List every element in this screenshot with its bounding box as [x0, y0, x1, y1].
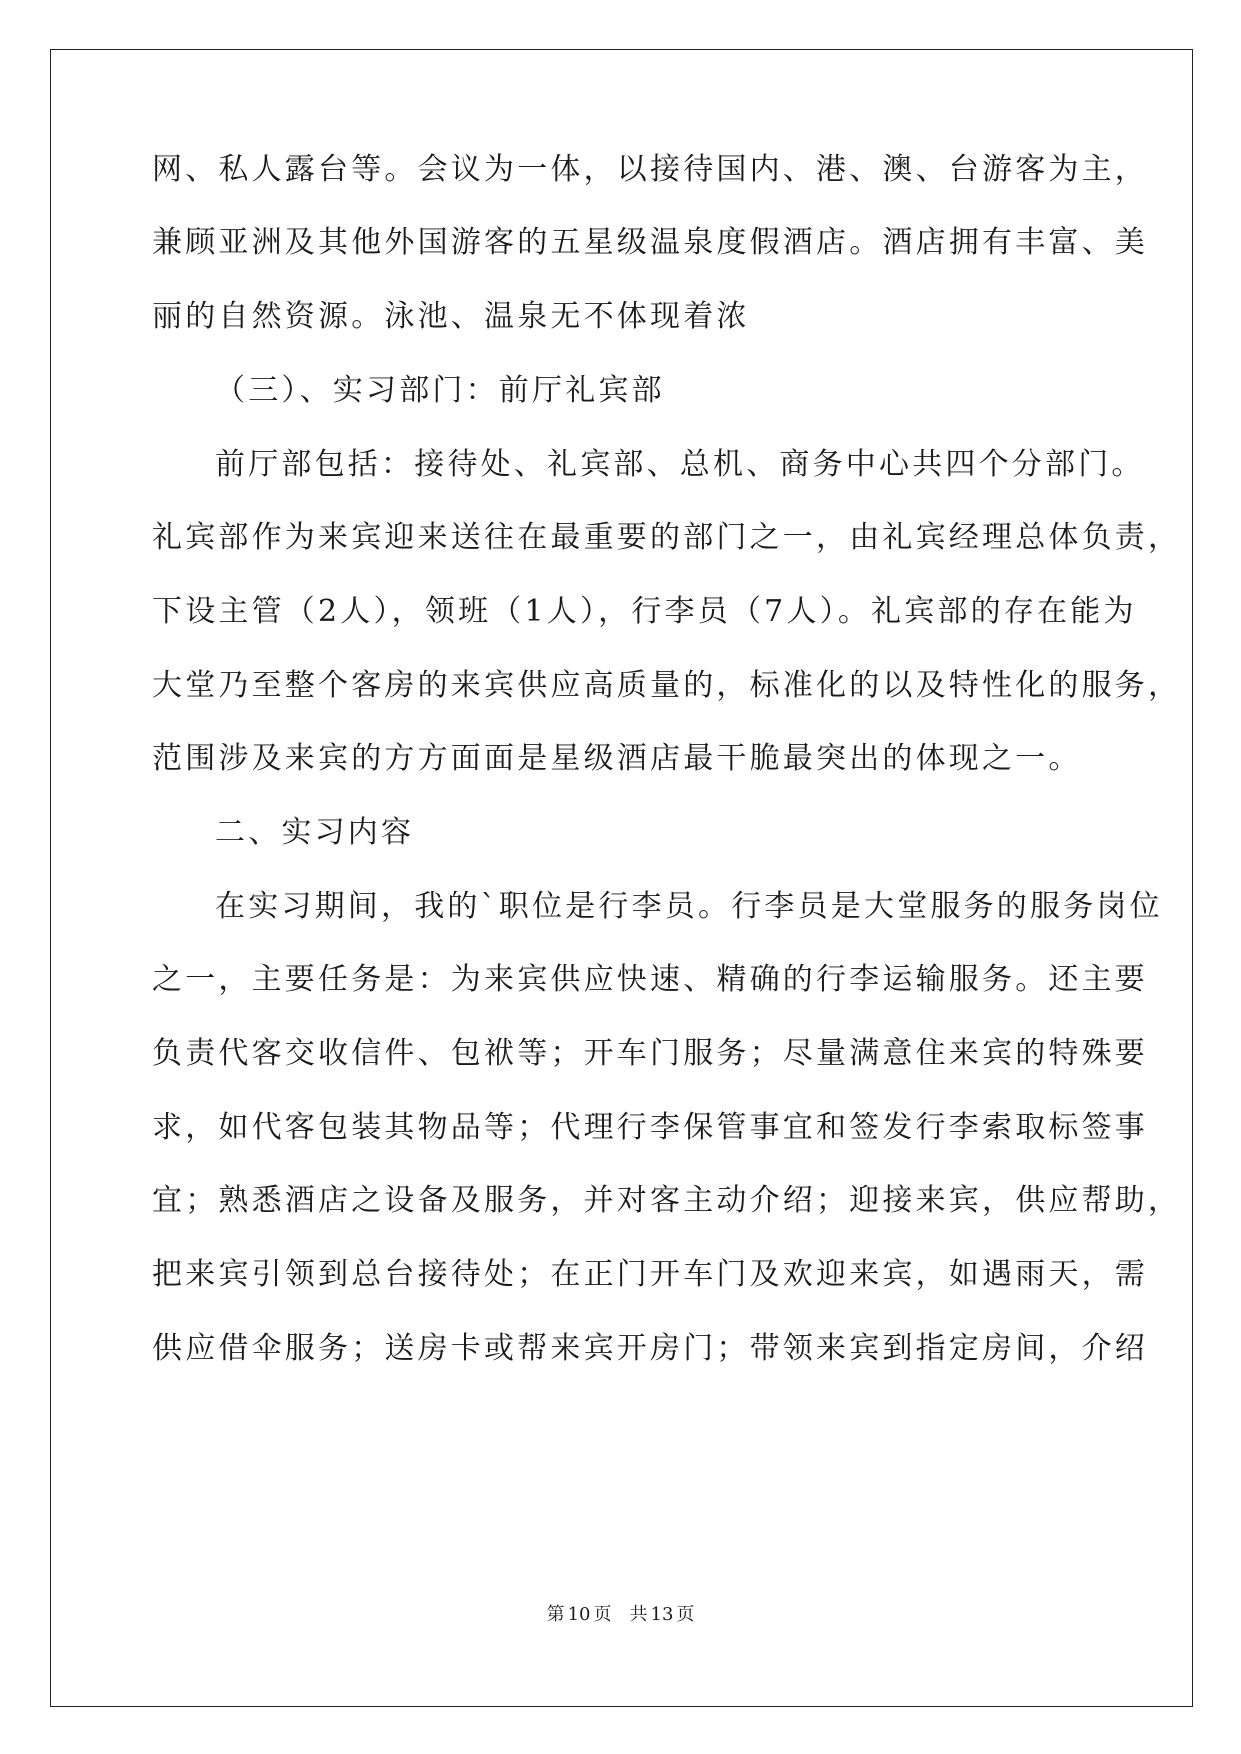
current-page-number: 10: [567, 1604, 591, 1625]
text-line: 大堂乃至整个客房的来宾供应高质量的，标准化的以及特性化的服务，: [152, 668, 1182, 703]
text-line: 供应借伞服务；送房卡或帮来宾开房门；带领来宾到指定房间，介绍: [152, 1331, 1148, 1366]
text-line: 丽的自然资源。泳池、温泉无不体现着浓: [152, 299, 750, 334]
text-line: 前厅部包括：接待处、礼宾部、总机、商务中心共四个分部门。: [215, 447, 1145, 482]
text-line: 下设主管（2人），领班（1人），行李员（7人）。礼宾部的存在能为: [152, 594, 1137, 629]
text-line: 求，如代客包装其物品等；代理行李保管事宜和签发行李索取标签事: [152, 1110, 1148, 1145]
text-line: 兼顾亚洲及其他外国游客的五星级温泉度假酒店。酒店拥有丰富、美: [152, 225, 1148, 260]
text-line: 礼宾部作为来宾迎来送往在最重要的部门之一，由礼宾经理总体负责，: [152, 520, 1182, 555]
text-line: 网、私人露台等。会议为一体，以接待国内、港、澳、台游客为主，: [152, 152, 1148, 187]
heading-line: （三）、实习部门：前厅礼宾部: [215, 373, 665, 408]
total-pages-number: 13: [650, 1604, 674, 1625]
text-line: 把来宾引领到总台接待处；在正门开车门及欢迎来宾，如遇雨天，需: [152, 1257, 1148, 1292]
footer-prefix: 第: [546, 1604, 565, 1625]
text-line: 范围涉及来宾的方方面面是星级酒店最干脆最突出的体现之一。: [152, 741, 1082, 776]
footer-total-prefix: 共: [629, 1604, 648, 1625]
text-line: 在实习期间，我的`职位是行李员。行李员是大堂服务的服务岗位: [215, 889, 1163, 924]
footer-total-suffix: 页: [676, 1604, 695, 1625]
text-line: 之一，主要任务是：为来宾供应快速、精确的行李运输服务。还主要: [152, 962, 1148, 997]
text-line: 宜；熟悉酒店之设备及服务，并对客主动介绍；迎接来宾，供应帮助，: [152, 1183, 1182, 1218]
footer-page-suffix: 页: [593, 1604, 612, 1625]
page-footer: [0, 1603, 1241, 1627]
text-line: 负责代客交收信件、包袱等；开车门服务；尽量满意住来宾的特殊要: [152, 1036, 1148, 1071]
heading-line: 二、实习内容: [215, 815, 415, 850]
